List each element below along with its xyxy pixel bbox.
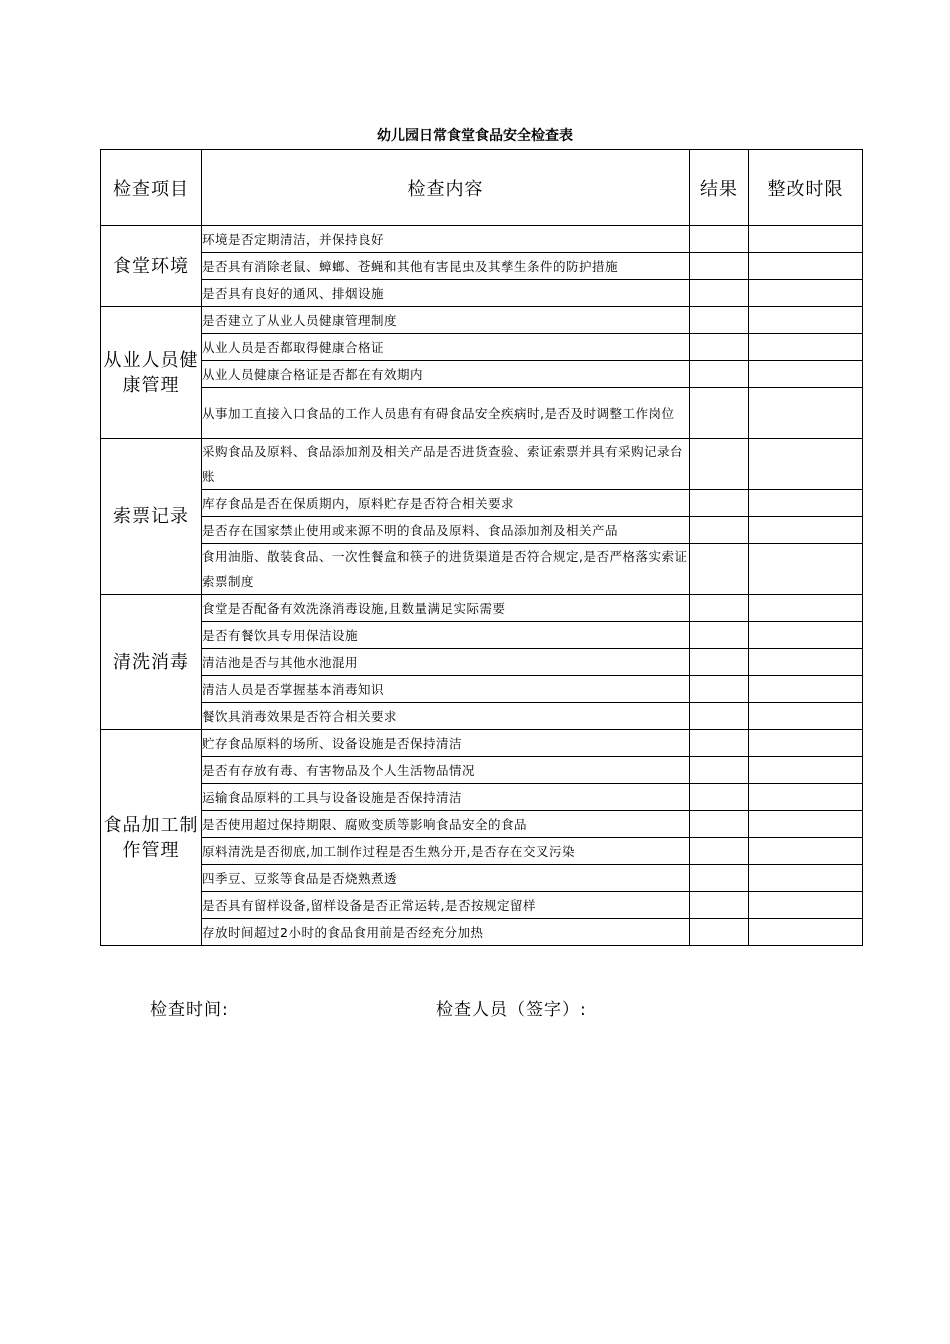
table-row bbox=[101, 253, 863, 280]
table-row bbox=[101, 757, 863, 784]
category-cell: 索票记录 bbox=[101, 439, 202, 595]
result-cell[interactable] bbox=[690, 226, 749, 253]
check-item: 从业人员健康合格证是否都在有效期内 bbox=[202, 361, 690, 388]
check-item: 是否具有留样设备,留样设备是否正常运转,是否按规定留样 bbox=[202, 892, 690, 919]
table-row bbox=[101, 595, 863, 622]
inspector-signature-label: 检查人员（签字）: bbox=[436, 1000, 587, 1020]
result-cell[interactable] bbox=[690, 253, 749, 280]
result-cell[interactable] bbox=[690, 544, 749, 595]
result-cell[interactable] bbox=[690, 757, 749, 784]
table-row bbox=[101, 784, 863, 811]
deadline-cell[interactable] bbox=[749, 784, 863, 811]
check-item: 从事加工直接入口食品的工作人员患有有碍食品安全疾病时,是否及时调整工作岗位 bbox=[202, 388, 690, 439]
table-row bbox=[101, 517, 863, 544]
result-cell[interactable] bbox=[690, 490, 749, 517]
result-cell[interactable] bbox=[690, 838, 749, 865]
result-cell[interactable] bbox=[690, 595, 749, 622]
check-item: 原料清洗是否彻底,加工制作过程是否生熟分开,是否存在交叉污染 bbox=[202, 838, 690, 865]
deadline-cell[interactable] bbox=[749, 622, 863, 649]
check-item: 运输食品原料的工具与设备设施是否保持清洁 bbox=[202, 784, 690, 811]
deadline-cell[interactable] bbox=[749, 439, 863, 490]
deadline-cell[interactable] bbox=[749, 892, 863, 919]
deadline-cell[interactable] bbox=[749, 361, 863, 388]
deadline-cell[interactable] bbox=[749, 388, 863, 439]
result-cell[interactable] bbox=[690, 730, 749, 757]
deadline-cell[interactable] bbox=[749, 865, 863, 892]
table-row bbox=[101, 919, 863, 946]
deadline-cell[interactable] bbox=[749, 253, 863, 280]
category-cell: 清洗消毒 bbox=[101, 595, 202, 730]
check-item: 食用油脂、散装食品、一次性餐盒和筷子的进货渠道是否符合规定,是否严格落实索证索票制度 bbox=[202, 544, 690, 595]
result-cell[interactable] bbox=[690, 361, 749, 388]
check-item: 存放时间超过2小时的食品食用前是否经充分加热 bbox=[202, 919, 690, 946]
deadline-cell[interactable] bbox=[749, 280, 863, 307]
deadline-cell[interactable] bbox=[749, 838, 863, 865]
deadline-cell[interactable] bbox=[749, 307, 863, 334]
category-cell: 食品加工制作管理 bbox=[101, 730, 202, 946]
table-row bbox=[101, 703, 863, 730]
result-cell[interactable] bbox=[690, 439, 749, 490]
header-deadline: 整改时限 bbox=[749, 150, 863, 226]
deadline-cell[interactable] bbox=[749, 919, 863, 946]
check-item: 从业人员是否都取得健康合格证 bbox=[202, 334, 690, 361]
header-item: 检查项目 bbox=[101, 150, 202, 226]
check-item: 贮存食品原料的场所、设备设施是否保持清洁 bbox=[202, 730, 690, 757]
result-cell[interactable] bbox=[690, 280, 749, 307]
result-cell[interactable] bbox=[690, 334, 749, 361]
table-row bbox=[101, 730, 863, 757]
table-row bbox=[101, 892, 863, 919]
result-cell[interactable] bbox=[690, 517, 749, 544]
table-row bbox=[101, 649, 863, 676]
table-row bbox=[101, 388, 863, 439]
check-item: 是否有餐饮具专用保洁设施 bbox=[202, 622, 690, 649]
deadline-cell[interactable] bbox=[749, 730, 863, 757]
result-cell[interactable] bbox=[690, 784, 749, 811]
document-title: 幼儿园日常食堂食品安全检查表 bbox=[377, 128, 573, 144]
check-item: 四季豆、豆浆等食品是否烧熟煮透 bbox=[202, 865, 690, 892]
header-row bbox=[101, 150, 863, 226]
deadline-cell[interactable] bbox=[749, 334, 863, 361]
result-cell[interactable] bbox=[690, 649, 749, 676]
check-item: 是否具有良好的通风、排烟设施 bbox=[202, 280, 690, 307]
deadline-cell[interactable] bbox=[749, 649, 863, 676]
deadline-cell[interactable] bbox=[749, 757, 863, 784]
table-row bbox=[101, 676, 863, 703]
table-row bbox=[101, 334, 863, 361]
table-row bbox=[101, 226, 863, 253]
table-row bbox=[101, 838, 863, 865]
table-row bbox=[101, 361, 863, 388]
deadline-cell[interactable] bbox=[749, 811, 863, 838]
category-cell: 食堂环境 bbox=[101, 226, 202, 307]
table-row bbox=[101, 622, 863, 649]
deadline-cell[interactable] bbox=[749, 517, 863, 544]
check-item: 库存食品是否在保质期内，原料贮存是否符合相关要求 bbox=[202, 490, 690, 517]
check-item: 是否有存放有毒、有害物品及个人生活物品情况 bbox=[202, 757, 690, 784]
result-cell[interactable] bbox=[690, 622, 749, 649]
check-item: 是否使用超过保持期限、腐败变质等影响食品安全的食品 bbox=[202, 811, 690, 838]
deadline-cell[interactable] bbox=[749, 490, 863, 517]
table-row bbox=[101, 865, 863, 892]
inspection-time-label: 检查时间: bbox=[150, 1000, 229, 1020]
check-item: 环境是否定期清洁，并保持良好 bbox=[202, 226, 690, 253]
result-cell[interactable] bbox=[690, 388, 749, 439]
category-cell: 从业人员健康管理 bbox=[101, 307, 202, 439]
check-item: 是否建立了从业人员健康管理制度 bbox=[202, 307, 690, 334]
deadline-cell[interactable] bbox=[749, 544, 863, 595]
deadline-cell[interactable] bbox=[749, 703, 863, 730]
deadline-cell[interactable] bbox=[749, 595, 863, 622]
result-cell[interactable] bbox=[690, 307, 749, 334]
check-item: 食堂是否配备有效洗涤消毒设施,且数量满足实际需要 bbox=[202, 595, 690, 622]
table-row bbox=[101, 811, 863, 838]
check-item: 餐饮具消毒效果是否符合相关要求 bbox=[202, 703, 690, 730]
table-row bbox=[101, 490, 863, 517]
result-cell[interactable] bbox=[690, 892, 749, 919]
check-item: 清洁池是否与其他水池混用 bbox=[202, 649, 690, 676]
result-cell[interactable] bbox=[690, 703, 749, 730]
deadline-cell[interactable] bbox=[749, 676, 863, 703]
table-row bbox=[101, 307, 863, 334]
result-cell[interactable] bbox=[690, 811, 749, 838]
check-item: 清洁人员是否掌握基本消毒知识 bbox=[202, 676, 690, 703]
result-cell[interactable] bbox=[690, 919, 749, 946]
inspection-table bbox=[100, 149, 863, 946]
table-row bbox=[101, 439, 863, 490]
check-item: 是否存在国家禁止使用或来源不明的食品及原料、食品添加剂及相关产品 bbox=[202, 517, 690, 544]
header-result: 结果 bbox=[690, 150, 749, 226]
check-item: 是否具有消除老鼠、蟑螂、苍蝇和其他有害昆虫及其孳生条件的防护措施 bbox=[202, 253, 690, 280]
deadline-cell[interactable] bbox=[749, 226, 863, 253]
table-row bbox=[101, 280, 863, 307]
result-cell[interactable] bbox=[690, 865, 749, 892]
header-content: 检查内容 bbox=[202, 150, 690, 226]
table-row bbox=[101, 544, 863, 595]
check-item: 采购食品及原料、食品添加剂及相关产品是否进货查验、索证索票并具有采购记录台账 bbox=[202, 439, 690, 490]
result-cell[interactable] bbox=[690, 676, 749, 703]
